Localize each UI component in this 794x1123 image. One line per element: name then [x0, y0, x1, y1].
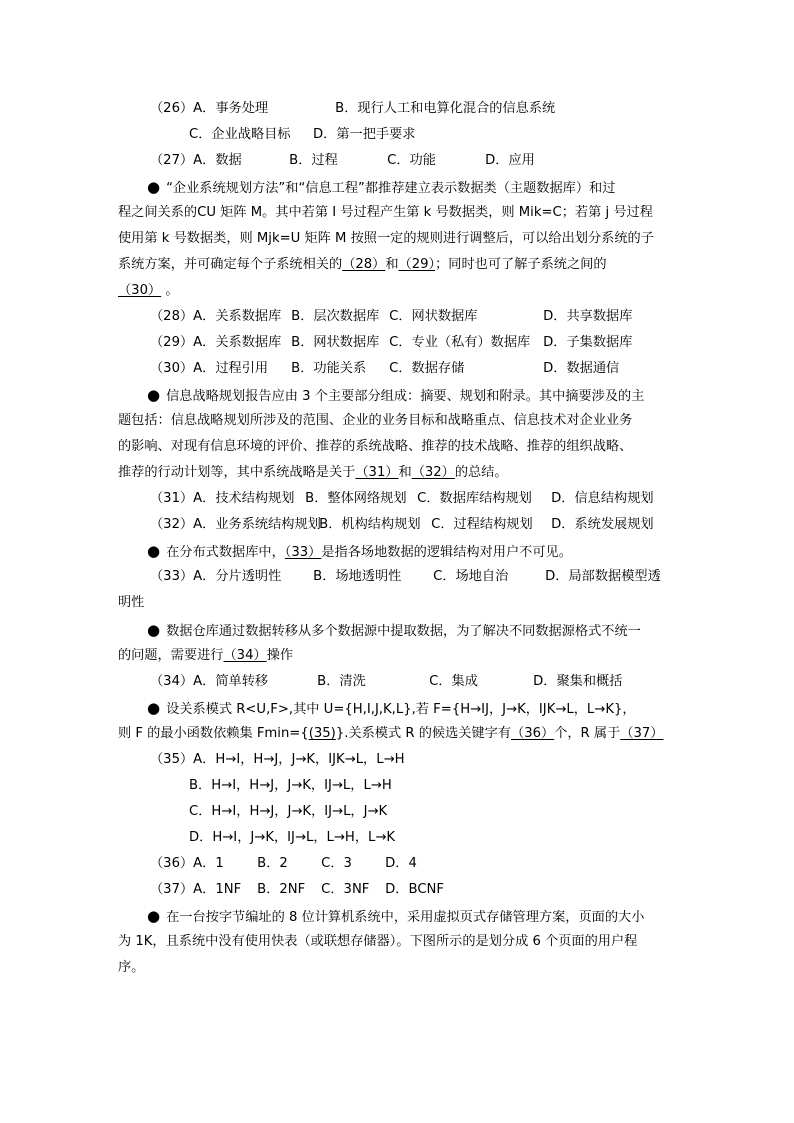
option-c: C．场地自治: [433, 569, 509, 584]
blank-36: （36）: [511, 726, 555, 741]
question-number: （34）: [150, 674, 194, 689]
bullet-icon: ●: [147, 178, 161, 196]
question-number: （30）: [150, 361, 194, 376]
warehouse-para-line2: [118, 647, 293, 665]
option-a: A．关系数据库: [193, 335, 282, 350]
para-text: 是指各场地数据的逻辑结构对用户不可见。: [321, 545, 572, 560]
question-33-wrap: [118, 594, 144, 612]
question-number: （35）: [150, 752, 194, 767]
para-text: 则 F 的最小函数依赖集 Fmin={: [118, 726, 309, 741]
para-text: 数据仓库通过数据转移从多个数据源中提取数据，为了解决不同数据源格式不统一: [166, 624, 641, 639]
para-text: “企业系统规划方法”和“信息工程”都推荐建立表示数据类（主题数据库）和过: [166, 181, 616, 196]
option-d: D．信息结构规划: [551, 491, 654, 506]
option-c: C．数据库结构规划: [417, 491, 532, 506]
question-34: [150, 673, 622, 691]
option-d: D．第一把手要求: [313, 127, 416, 142]
bullet-icon: ●: [147, 699, 161, 717]
blank-37: （37）: [620, 726, 664, 741]
para-text: 操作: [266, 648, 294, 663]
option-b: B．2: [257, 856, 288, 871]
para-text: 序。: [118, 960, 145, 975]
question-35-row-b: [189, 777, 392, 795]
question-26-row1: [150, 100, 555, 118]
strategy-para-line1: [147, 386, 644, 404]
para-text: 为 1K，且系统中没有使用快表（或联想存储器）。下图所示的是划分成 6 个页面的用户程: [118, 934, 638, 949]
option-d-continued: 明性: [118, 595, 145, 610]
para-text: 和: [398, 465, 412, 480]
option-b: B．层次数据库: [291, 309, 380, 324]
question-number: （32）: [150, 517, 194, 532]
question-number: （31）: [150, 491, 194, 506]
option-c: C．网状数据库: [389, 309, 478, 324]
question-35-row-d: [189, 829, 395, 847]
option-c: C．集成: [429, 674, 478, 689]
blank-31: （31）: [355, 465, 399, 480]
option-d: D．共享数据库: [543, 309, 633, 324]
question-36: [150, 855, 417, 873]
option-b: B．功能关系: [291, 361, 367, 376]
strategy-para-line3: [118, 438, 632, 456]
cu-matrix-para-line3: [118, 230, 654, 248]
paging-para-line1: [147, 907, 644, 925]
option-b: B．H→I，H→J，J→K，IJ→L，L→H: [189, 778, 392, 793]
option-d: D．聚集和概括: [533, 674, 623, 689]
option-a: A．H→I，H→J，J→K，IJK→L，L→H: [193, 752, 405, 767]
option-d: D．H→I，J→K，IJ→L，L→H，L→K: [189, 830, 396, 845]
blank-34: （34）: [223, 648, 267, 663]
option-a: A．事务处理: [193, 101, 269, 116]
blank-28: （28）: [342, 257, 386, 272]
option-a: A．过程引用: [193, 361, 269, 376]
para-text: 个，R 属于: [554, 726, 621, 741]
para-text: 在分布式数据库中，: [166, 545, 285, 560]
question-32: [150, 516, 654, 534]
para-text: 程之间关系的CU 矩阵 M。其中若第 I 号过程产生第 k 号数据类，则 Mik=C；若第 j 号过程: [118, 205, 653, 220]
strategy-para-line2: [118, 412, 632, 430]
option-d: D．4: [385, 856, 417, 871]
paging-para-line3: [118, 959, 144, 977]
question-35-row-c: [189, 803, 387, 821]
question-30: [150, 360, 619, 378]
option-a: A．技术结构规划: [193, 491, 295, 506]
option-c: C．过程结构规划: [431, 517, 533, 532]
option-c: C．H→I，H→J，J→K，IJ→L，J→K: [189, 804, 388, 819]
option-d: D．局部数据模型透: [545, 569, 661, 584]
question-number: （29）: [150, 335, 194, 350]
option-a: A．1: [193, 856, 224, 871]
question-28: [150, 308, 632, 326]
option-c: C．3NF: [321, 882, 370, 897]
bullet-icon: ●: [147, 386, 161, 404]
question-37: [150, 881, 444, 899]
blank-35: (35): [308, 726, 336, 741]
cu-matrix-para-line4: [118, 256, 607, 274]
para-text: 使用第 k 号数据类，则 Mjk=U 矩阵 M 按照一定的规则进行调整后，可以给出划分系统的子: [118, 231, 654, 246]
question-number: （27）: [150, 153, 194, 168]
option-b: B．整体网络规划: [305, 491, 407, 506]
para-text: 的问题，需要进行: [118, 648, 224, 663]
distributed-para-line1: [147, 542, 572, 560]
para-text: 的影响、对现有信息环境的评价、推荐的系统战略、推荐的技术战略、推荐的组织战略、: [118, 439, 633, 454]
relation-para-line1: [147, 699, 636, 717]
blank-32: （32）: [411, 465, 455, 480]
cu-matrix-para-line1: [147, 178, 615, 196]
option-c: C．功能: [387, 153, 436, 168]
option-d: D．数据通信: [543, 361, 620, 376]
option-a: A．简单转移: [193, 674, 269, 689]
option-a: A．1NF: [193, 882, 242, 897]
option-c: C．专业（私有）数据库: [389, 335, 531, 350]
bullet-icon: ●: [147, 621, 161, 639]
bullet-icon: ●: [147, 542, 161, 560]
para-text: 。: [161, 283, 179, 298]
option-a: A．业务系统结构规划: [193, 517, 321, 532]
option-b: B．机构结构规划: [319, 517, 421, 532]
para-text: 的总结。: [454, 465, 508, 480]
blank-29: （29）: [398, 257, 436, 272]
option-b: B．过程: [289, 153, 338, 168]
question-number: （36）: [150, 856, 194, 871]
blank-33: （33）: [284, 545, 322, 560]
strategy-para-line4: [118, 464, 508, 482]
para-text: 系统方案，并可确定每个子系统相关的: [118, 257, 343, 272]
question-31: [150, 490, 654, 508]
option-b: B．网状数据库: [291, 335, 380, 350]
warehouse-para-line1: [147, 621, 641, 639]
question-27: [150, 152, 535, 170]
question-number: （26）: [150, 101, 194, 116]
para-text: 设关系模式 R<U,F>,其中 U={H,I,J,K,L},若 F={H→IJ，J→K，IJK→L，L→K}，: [166, 702, 636, 717]
para-text: 信息战略规划报告应由 3 个主要部分组成：摘要、规划和附录。其中摘要涉及的主: [166, 389, 645, 404]
blank-30: （30）: [118, 283, 162, 298]
cu-matrix-para-line5: [118, 282, 179, 300]
option-a: A．数据: [193, 153, 242, 168]
para-text: 题包括：信息战略规划所涉及的范围、企业的业务目标和战略重点、信息技术对企业业务: [118, 413, 633, 428]
para-text: 在一台按字节编址的 8 位计算机系统中，采用虚拟页式存储管理方案，页面的大小: [166, 910, 645, 925]
question-number: （37）: [150, 882, 194, 897]
option-a: A．关系数据库: [193, 309, 282, 324]
option-b: B．现行人工和电算化混合的信息系统: [335, 101, 556, 116]
question-33: [150, 568, 661, 586]
option-d: D．BCNF: [385, 882, 444, 897]
option-c: C．企业战略目标: [189, 127, 291, 142]
question-26-row2: [189, 126, 415, 144]
question-number: （28）: [150, 309, 194, 324]
question-29: [150, 334, 632, 352]
bullet-icon: ●: [147, 907, 161, 925]
option-c: C．数据存储: [389, 361, 465, 376]
option-c: C．3: [321, 856, 352, 871]
question-35-row-a: [150, 751, 405, 769]
question-number: （33）: [150, 569, 194, 584]
para-text: }.关系模式 R 的候选关键字有: [335, 726, 512, 741]
para-text: ；同时也可了解子系统之间的: [435, 257, 607, 272]
option-b: B．2NF: [257, 882, 306, 897]
option-d: D．系统发展规划: [551, 517, 654, 532]
para-text: 和: [385, 257, 399, 272]
option-a: A．分片透明性: [193, 569, 282, 584]
option-d: D．应用: [485, 153, 535, 168]
paging-para-line2: [118, 933, 637, 951]
option-b: B．清洗: [317, 674, 366, 689]
option-b: B．场地透明性: [313, 569, 402, 584]
cu-matrix-para-line2: [118, 204, 653, 222]
para-text: 推荐的行动计划等，其中系统战略是关于: [118, 465, 356, 480]
option-d: D．子集数据库: [543, 335, 633, 350]
relation-para-line2: [118, 725, 663, 743]
